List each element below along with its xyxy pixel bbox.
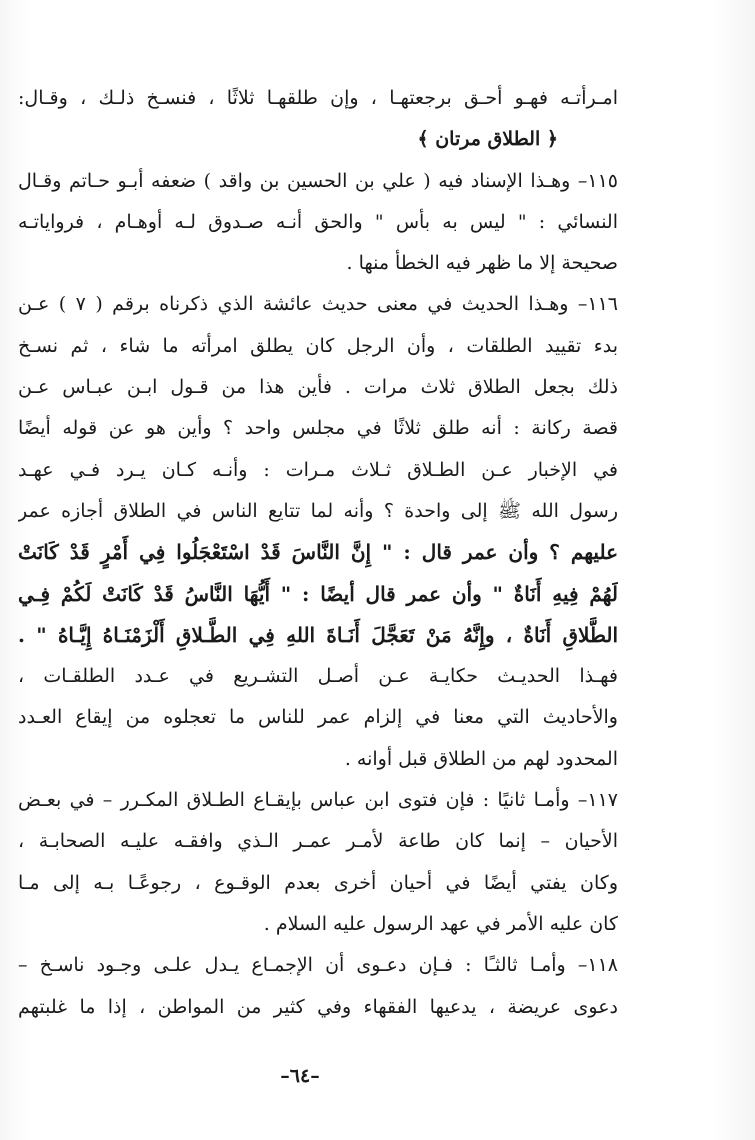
text-line: وكان يفتي أيضًا في أحيان أخرى بعدم الوقـوع ، رجوعًـا بـه إلى مـا (18, 871, 618, 894)
text-line: النسائي : " ليس به بأس " والحق أنـه صـدوق لـه أوهـام ، فرواياتـه (18, 210, 618, 233)
text-line: دعوى عريضة ، يدعيها الفقهاء وفي كثير من المواطن ، إذا ما غلبتهم (18, 995, 618, 1018)
quote-line: الطَّلاقِ أَنَاةٌ ، وإِنَّهُ مَنْ تَعَجَّلَ أَنَـاةَ اللهِ فِي الطَّـلاقِ أَلْزَمْنَـاهُ إِيَّـاهُ " . (18, 622, 618, 647)
text-line: المحدود لهم من الطلاق قبل أوانه . (344, 747, 618, 770)
text-line: امـرأتـه فهـو أحـق برجعتهـا ، وإن طلقهـا ثلاثًا ، فنسـخ ذلـك ، وقـال: (18, 87, 618, 109)
quote-line: عليهم ؟ وأن عمر قال : " إِنَّ النَّاسَ قَدْ اسْتَعْجَلُوا فِي أَمْرٍ قَدْ كَانَتْ (18, 540, 618, 565)
page-number: –٦٤– (280, 1065, 320, 1087)
body-text (18, 78, 618, 1028)
text-line: ١١٦– وهـذا الحديث في معنى حديث عائشة الذي ذكرناه برقم ( ٧ ) عـن (18, 293, 618, 316)
text-line: في الإخبار عـن الطـلاق ثـلاث مـرات : وأنـه كـان يـرد فـي عهـد (18, 458, 618, 481)
text-line: كان عليه الأمر في عهد الرسول عليه السلام . (263, 912, 618, 935)
text-line: ١١٥– وهـذا الإسناد فيه ( علي بن الحسين بن واقد ) ضعفه أبـو حـاتم وقـال (18, 169, 618, 192)
text-line: قصة ركانة : أنه طلق ثلاثًا في مجلس واحد ؟ وأين هو عن قوله أيضًا (18, 417, 618, 440)
text-line: صحيحة إلا ما ظهر فيه الخطأ منها . (346, 252, 618, 275)
text-line: بدء تقييد الطلقات ، وأن الرجل كان يطلق امرأته ما شاء ، ثم نسـخ (18, 334, 618, 357)
text-line: ذلك بجعل الطلاق ثلاث مرات . فأين هذا من قـول ابـن عبـاس عـن (18, 376, 618, 399)
text-line: ١١٧– وأمـا ثانيًا : فإن فتوى ابن عباس بإيقـاع الطـلاق المكـرر – في بعـض (18, 789, 618, 812)
text-line: الأحيان – إنما كان طاعة لأمـر عمـر الـذي وافقـه عليـه الصحابـة ، (18, 830, 618, 853)
text-line: فهـذا الحديـث حكايـة عـن أصـل التشـريع في عـدد الطلقـات ، (18, 665, 618, 688)
text-line: ١١٨– وأمـا ثالثـًا : فـإن دعـوى أن الإجمـاع يـدل علـى وجـود ناسـخ – (18, 954, 618, 977)
quote-line: لَهُمْ فِيهِ أَنَاةٌ " وأن عمر قال أيضًا : " أَيُّهَا النَّاسُ قَدْ كَانَتْ لَكُمْ فِـي (18, 581, 618, 606)
text-line: والأحاديث التي معنا في إلزام عمر للناس ما تعجلوه من إيقاع العـدد (18, 706, 618, 729)
text-line: رسول الله ﷺ إلى واحدة ؟ وأنه لما تتايع الناس في الطلاق أجازه عمر (18, 499, 618, 522)
section-heading: ﴿ الطلاق مرتان ﴾ (417, 128, 558, 151)
